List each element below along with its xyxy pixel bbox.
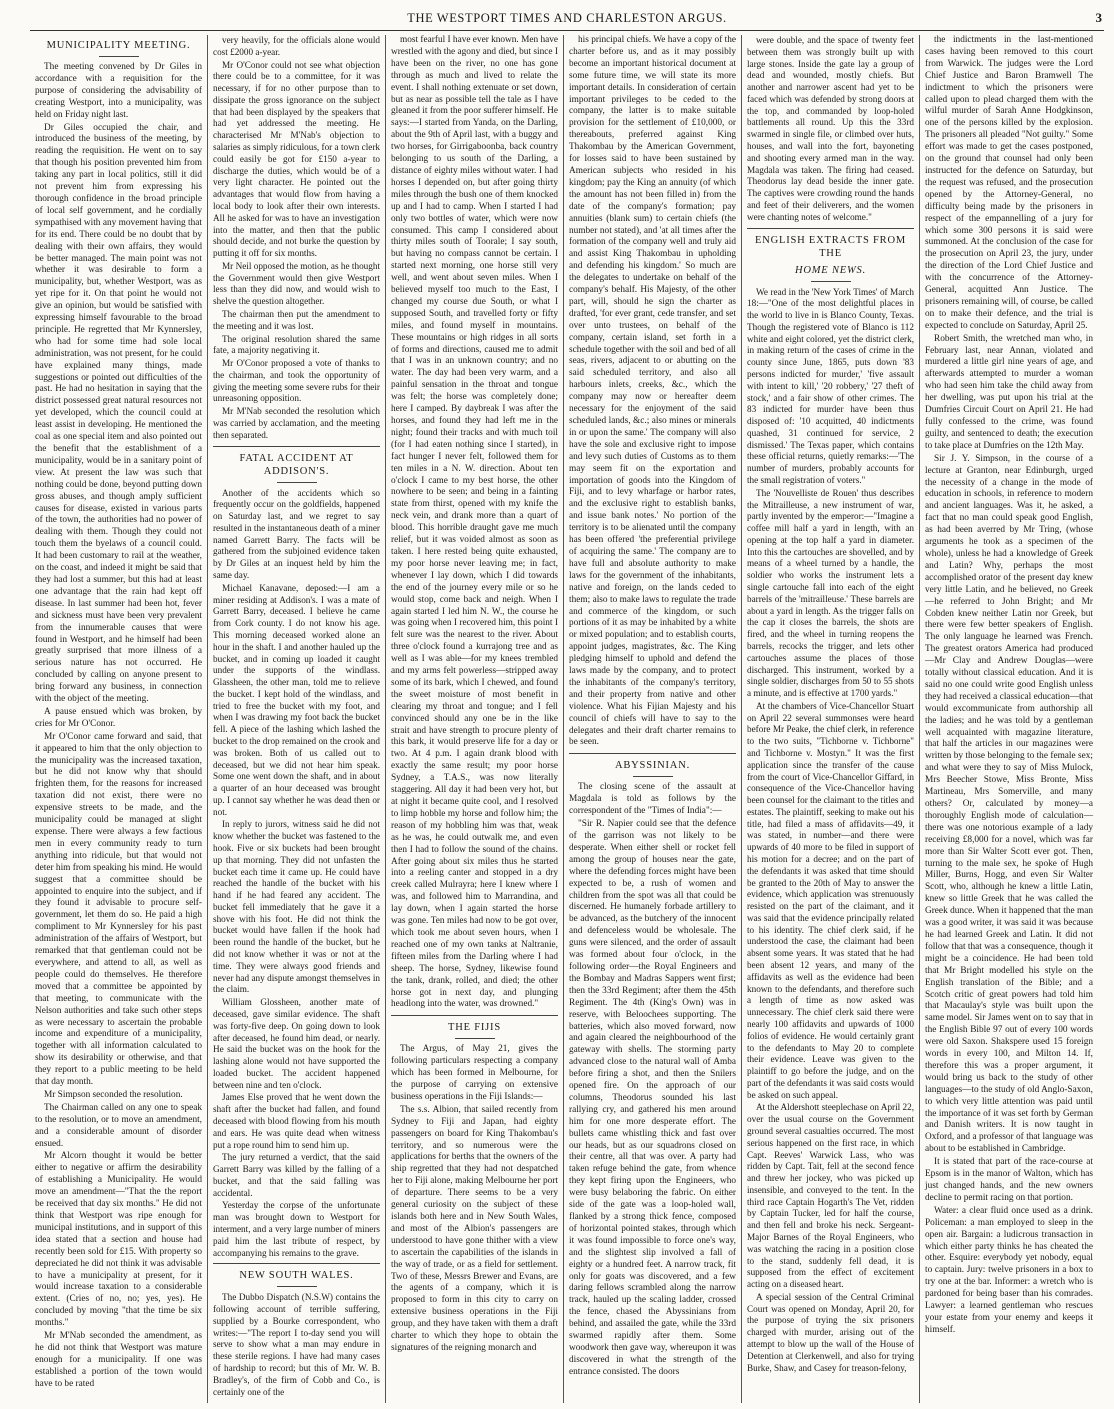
article-paragraph: The 'Nouvelliste de Rouen' thus describes the Mitrailleuse, a new instrument of war, partly invented by the emperor:—"Imagine a coffee mill half a yard in length, with an opening at the top half a yard in diameter. Into this the cartouches are shovelled, and by means of a wheel turned by a handle, the soldier who works the instrument lets a single cartouche fall into each of the eight barrels of the 'mitrailleuse.' These barrels are about a yard in length. As the trigger falls on the cap it closes the barrels, the shots are fired, and the wheel in turning reopens the barrels, recocks the trigger, and lets other cartouches assume the places of those discharged. This instrument, worked by a single soldier, discharges from 50 to 55 shots a minute, and is effective at 1700 yards." — [747, 487, 914, 699]
section-divider — [391, 1015, 558, 1016]
masthead-title: THE WESTPORT TIMES AND CHARLESTON ARGUS. — [407, 11, 727, 25]
section-heading: MUNICIPALITY MEETING. — [46, 40, 191, 51]
article-paragraph: The Chairman called on any one to speak to the resolution, or to move an amendment, and a considerable amount of disorder ensued. — [35, 1102, 202, 1149]
article-paragraph: Mr Simpson seconded the resolution. — [44, 1089, 183, 1100]
article-paragraph: Mr M'Nab seconded the amendment, as he did not think that Westport was mature enough for a municipality. If one was established a portion of the town would have to be rated — [35, 1331, 202, 1389]
section-divider — [213, 1263, 380, 1264]
article-paragraph: his principal chiefs. We have a copy of the charter before us, and as it may possibly become an important historical document at some future time, we will state its more important details. In consideration of certain important privileges to be ceded to the company, the latter is to make suitable provision for the settlement of £10,000, or thereabouts, preferred against King Thakombau by the American Government, for losses said to have been sustained by American subjects who resided in his kingdom; pay the King an annuity (of which the amount has not been filled in) from the date of the company's formation; pay annuities (blank sum) to certain chiefs (the number not stated), and 'at all times after the formation of the company well and truly aid and assist King Thakombau in upholding and defending his kingdom.' So much are the delegates to undertake on behalf of the company's behalf. His Majesty, of the other part, will, should he sign the charter as drafted, 'for ever grant, cede transfer, and set over unto trustees, on behalf of the company, certain island, set forth in a schedule together with the soil and bed of all seas, rivers, adjacent to or abutting on the said scheduled territory, and also all harbours inlets, creeks, &c., which the company may now or hereafter deem necessary for the enjoyment of the said scheduled lands, &c.; also mines or minerals in or upon the same.' The company will also have the sole and exclusive right to impose and levy such duties of Customs as to them may seem fit on the exportation and importation of goods into the Kingdom of Fiji, and to levy wharfage or harbor rates, and the exclusive right to establish banks, and issue bank notes.' No portion of the territory is to be alienated until the company has been offered 'the preferential privilege of acquiring the same.' The company are to have full and absolute authority to make laws for the government of the inhabitants, native and foreign, on the lands ceded to them; also to make laws to regulate the trade and commerce of the kingdom, or such portions of it as may be inhabited by a white or mixed population; and to establish courts, appoint judges, magistrates, &c. The King pledging himself to uphold and defend the laws made by the company, and to protect the inhabitants of the company's territory, and their property from native and other violence. What his Fijian Majesty and his council of chiefs will have to say to the delegates and their draft charter remains to be seen. — [569, 35, 736, 748]
column-1 — [30, 35, 208, 1403]
article-paragraph: At the chambers of Vice-Chancellor Stuart on April 22 several summonses were heard before Mr Peake, the chief clerk, in reference to the two suits, "Tichborne v. Tichborne" and Tichborne v. Mostyn." It was the first application since the transfer of the cause from the court of Vice-Chancellor Giffard, in consequence of the Vice-Chancellor having been counsel for the claimant to the titles and estates. The plaintiff, seeking to make out his title, had filed a mass of affidavits—49, it was stated, in number—and there were upwards of 40 more to be filed in support of his motion for a decree; and on the part of the defendants it was asked that time should be granted to the 20th of May to answer the evidence, which application was strenuously resisted on the part of the claimant, and it was said that the evidence principally related to his identity. The chief clerk said, if he understood the case, the claimant had been absent some years. It was stated that he had been absent 12 years, and many of the affidavits as well as the evidence had been known to the defendants, and therefore such a length of time as now asked was unnecessary. The chief clerk said there were nearly 100 affidavits and upwards of 1000 folios of evidence. He would certainly grant to the defendants to May 20 to complete their evidence. Leave was given to the plaintiff to go before the judge, and on the part of the defendants it was said costs would be asked on such appeal. — [747, 700, 914, 1100]
section-divider — [213, 446, 380, 447]
article-paragraph: The chairman then put the amendment to the meeting and it was lost. — [213, 308, 380, 331]
section-divider — [569, 753, 736, 754]
article-paragraph: Robert Smith, the wretched man who, in February last, near Annan, violated and murdered a little girl nine years of age, and afterwards attempted to murder a woman who had seen him take the child away from her dwelling, was put upon his trial at the Dumfries Circuit Court on April 21. He had fully confessed to the crime, was found guilty, and sentenced to death; the execution to take place at Dumfries on the 12th May. — [925, 333, 1093, 451]
article-paragraph: The closing scene of the assault at Magdala is told as follows by the correspondent of the "Times of India":— — [569, 782, 736, 817]
article-paragraph: A special session of the Central Criminal Court was opened on Monday, April 20, for the purpose of trying the six prisoners charged with murder, arising out of the attempt to blow up the wall of the House of Detention at Clerkenwell, and also for trying Burke, Shaw, and Casey for treason-felony, — [747, 1291, 914, 1373]
section-heading: HOME NEWS. — [795, 264, 866, 276]
article-paragraph: very heavily, for the officials alone would cost £2000 a-year. — [213, 35, 380, 57]
article-paragraph: most fearful I have ever known. Men have wrestled with the agony and died, but since I have been on the river, no one has gone through as much and lived to relate the event. I shall nothing extenuate or set down, but as near as possible tell the tale as I have gleaned it from the poor sufferer himself. He says:—I started from Yanda, on the Darling, about the 9th of April last, with a buggy and two horses, for Girrigaboonba, back country belonging to us south of the Darling, a distance of eighty miles without water. I had horses I depended on, but after going thirty miles through the bush one of them knocked up and I had to camp. When I started I had only two bottles of water, which were now consumed. This camp I considered about thirty miles south of Toorale; I say south, but having no compass cannot be certain. I started next morning, one horse still very well, and went about seven miles. When I believed myself too much to the East, I changed my course due South, or what I supposed South, and travelled forty or fifty miles, and found myself in mountains. These mountains or high ridges in all sorts of forms and directions, caused me to admit that I was in an unknown country; and no water. The day had been very warm, and a painful sensation in the throat and tongue was felt; the horse was completely done; here I camped. By daybreak I was after the horses, and found they had left me in the night; found their tracks and with much toil (for I had eaten nothing since I started), in fact hunger I never felt, followed them for ten miles in a N. W. direction. About ten o'clock I came to my best horse, the other nowhere to be seen; and being in a fainting state from thirst, opened with my knife the neck vein, and drank more than a quart of blood. This horrible draught gave me much relief, but it was voided almost as soon as taken. I here rested being quite exhausted, my poor horse never leaving me; in fact, whenever I lay down, which I did towards the end of the journey every mile or so he would stop, come back and neigh. When I again started I led him N. W., the course he was going when I recovered him, this point I felt sure was the nearest to the river. About three o'clock found a kurrajong tree and as well as I was able—for my knees trembled and my arms felt powerless—stripped away some of its bark, which I chewed, and found the sweet moisture of most benefit in clearing my throat and tongue; and I fell convinced should any one be in the like strait and have strength to procure plenty of this bark, it would preserve life for a day or two. At 4 p.m. I again drank blood with exactly the same result; my poor horse Sydney, a T.A.S., was now literally staggering. All day it had been very hot, but at night it became quite cool, and I resolved to limp hobble my horse and follow him; the reason of my hobbling him was that, weak as he was, he could outwalk me, and even then I had to follow the sound of the chains. After going about six miles thus he started into a reeling canter and stopped in a dry creek called Mulrayra; here I knew where I was, and followed him to Marrandina, and lay down, when I again started the horse was gone. Ten miles had now to be got over, which took me about seven hours, when I reached one of my own tanks at Naltranie, fifteen miles from the Darling where I had sheep. The horse, Sydney, likewise found the tank, drank, rolled, and died; the other horse got in next day, and plunging headlong into the water, was drowned." — [391, 35, 558, 1010]
short-rule — [99, 56, 139, 57]
short-rule — [277, 1286, 317, 1287]
short-rule — [455, 1038, 495, 1039]
article-paragraph: Mr O'Conor proposed a vote of thanks to the chairman, and took the opportunity of giving the meeting some severe rubs for their unreasoning opposition. — [213, 358, 380, 404]
article-paragraph: The meeting convened by Dr Giles in accordance with a requisition for the purpose of considering the advisability of creating Westport, into a municipality, was held on Friday night last. — [35, 62, 202, 120]
short-rule — [811, 281, 851, 282]
column-2 — [208, 35, 386, 1403]
column-3 — [386, 35, 564, 1403]
article-paragraph: Mr M'Nab seconded the resolution which was carried by acclamation, and the meeting then separated. — [213, 406, 380, 440]
article-paragraph: Dr Giles occupied the chair, and introduced the business of the meeting, by reading the requisition. He went on to say that though his position prevented him from taking any part in local politics, still it did not prevent him from expressing his thorough confidence in the broad principle of local self government, and he cordially sympathised with any movement having that for its end. There could be no doubt that by dealing with their own affairs, they would be better managed. The main point was not whether it was desirable to form a municipality, but, whether Westport, was as yet ripe for it. On that point he would not give an opinion, but would be satisfied with expressing himself favourable to the broad principle. He regretted that Mr Kynnersley, who had for some time had sole local administration, was not present, for he could have explained many things, made suggestions or pointed out difficulties of the past. He had no hesitation in saying that the district possessed great natural resources not yet developed, which the council could at least assist in developing. He mentioned the coal as one special item and also pointed out the benefit that the establishment of a municipality, would be in a sanitary point of view. At present the law was such that nothing could be done, beyond putting down gross abuses, and though amply sufficient causes for disease, existed in various parts of the town, the authorities had no power of dealing with them. Though they could not touch them the byelaws of a council could. It had been customary to rail at the weather, on the coast, and indeed it might be said that they had lost a summer, but this had at least one advantage that the rain had kept off disease. In last summer had been hot, fever and sickness must have been very prevalent from the innumerable causes that were found in Westport, and he himself had been greatly surprised that more illness of a serious nature has not occurred. He concluded by calling on anyone present to bring forward any business, in connection with the object of the meeting. — [35, 122, 202, 705]
short-rule — [633, 776, 673, 777]
article-paragraph: William Glossheen, another mate of deceased, gave similar evidence. The shaft was forty-five deep. On going down to look after deceased, he found him dead, or nearly. He said the bucket was on the hook for the lashing alone would not have supported the loaded bucket. The accident happened between nine and ten o'clock. — [213, 997, 380, 1090]
article-paragraph: The Argus, of May 21, gives the following particulars respecting a company which has been formed in Melbourne, for the purpose of carrying on extensive business operations in the Fiji Islands:— — [391, 1044, 558, 1102]
article-paragraph: The original resolution shared the same fate, a majority negativing it. — [213, 333, 380, 356]
article-paragraph: In reply to jurors, witness said he did not know whether the bucket was fastened to the hook. Five or six buckets had been brought up that morning. They did not unfasten the bucket each time it came up. He could have reached the handle of the bucket with his hand if he had feared any accident. The bucket fell immediately that he gave it a shove with his foot. He did not think the bucket would have fallen if the hook had been round the handle of the bucket, but he did not know whether it was or not at the time. They were always good friends and never had any dispute amongst themselves in the claim. — [213, 819, 380, 995]
article-paragraph: We read in the 'New York Times' of March 18:—"One of the most delightful places in the world to live in is Blanco County, Texas. Though the registered vote of Blanco is 112 white and eight colored, yet the district clerk, in making return of the cases of crime in the county since June, 1865, puts down '83 persons indicted for murder,' 'five assault with intent to kill,' '20 robbery,' '27 theft of stock,' and a fair show of other crimes. The 83 indicted for murder have been thus disposed of: '10 acquitted, 40 indictments quashed, 31 continued for service, 2 dismissed.' The Texas paper, which contains these official returns, quietly remarks:—'The number of murders, probably accounts for the small registration of voters." — [747, 286, 914, 485]
article-paragraph: Mr O'Conor could not see what objection there could be to a committee, for it was necessary, if for no other purpose than to dissipate the gross ignorance on the subject that had been displayed by the speakers that had yet addressed the meeting. He characterised Mr M'Nab's objection to salaries as simply ridiculous, for a town clerk could easily be got for £150 a-year to discharge the duties, which would be of a very light character. He pointed out the advantages that would flow from having a local body to look after their own interests. All he asked for was to have an investigation into the matter, and then that the public should decide, and not burke the question by putting it off for six months. — [213, 59, 380, 259]
article-paragraph: Mr O'Conor came forward and said, that it appeared to him that the only objection to the municipality was the increased taxation, but he did not know why that should frighten them, for the reasons for increased taxation did not exist, there were no expensive streets to be made, and the municipality could be managed at slight expense. There were always a few factious men in every community ready to turn anything into ridicule, but that would not deter him from speaking his mind. He would suggest that a committee should be appointed to enquire into the subject, and if they found it advisable to procure self-government, let them do so. He paid a high compliment to Mr Kynnersley for his past administration of the affairs of Westport, but remarked that that gentleman could not be everywhere, and attend to all, as well as people could do themselves. He therefore moved that a committee be appointed by that meeting, to communicate with the Nelson authorities and take such other steps as were necessary to ascertain the probable income and expenditure of a municipality, together with all information calculated to show its desirability or otherwise, and that they report to a public meeting to be held that day month. — [35, 731, 202, 1088]
article-paragraph: Michael Kanavane, deposed:—I am a miner residing at Addison's. I was a mate of Garrett Barry, deceased. I believe he came from Cork county. I do not know his age. This morning deceased worked alone an hour in the shaft. I and another hauled up the bucket, and in coming up loaded it caught under the supports of the windlass. Glassheen, the other man, told me to relieve the bucket. I kept hold of the windlass, and tried to free the bucket with my foot, and when I was drawing my foot back the bucket fell. A piece of the lashing which lashed the bucket to the drop remained on the crook and was broken. Both of us called out to deceased, but we did not hear him speak. Some one went down the shaft, and in about a quarter of an hour deceased was brought up. I cannot say whether he was dead then or not. — [213, 582, 380, 817]
article-paragraph: Yesterday the corpse of the unfortunate man was brought down to Westport for interment, and a very large number of miners paid him the last tribute of respect, by accompanying his remains to the grave. — [213, 1200, 380, 1258]
article-paragraph: Sir J. Y. Simpson, in the course of a lecture at Granton, near Edinburgh, urged the necessity of a change in the mode of education in schools, in reference to modern and ancient languages. Was it, he asked, a fact that no man could speak good English, as had been averred by Mr Tring, (whose arguments he took as a specimen of the whole), unless he had a knowledge of Greek and Latin? Why, perhaps the most accomplished orator of the present day knew very little Latin, and he believed, no Greek—he referred to John Bright; and Mr Cobden knew neither Latin nor Greek, but there were few better speakers of English. The only language he learned was French. The greatest orators America had produced—Mr Clay and Andrew Douglas—were totally without classical education. And it is said no one could write good English unless they had received a classical education—that would excommunicate from authorship all the ladies; and he was told by a gentleman well acquainted with magazine literature, that half the articles in our magazines were written by those belonging to the female sex; and what were they to say of Miss Mulock, Mrs Beecher Stowe, Miss Bronte, Miss Martineau, Mrs Somerville, and many others? Or, calculated by money—a thoroughly English mode of calculation—there was one notorious example of a lady receiving £8,000 for a novel, which was far more than Sir Walter Scott ever got. Then, turning to the male sex, he spoke of Hugh Miller, Burns, Hogg, and even Sir Walter Scott, who, although he knew a little Latin, knew so little Greek that he was called the Greek dunce. When it happened that the man was a good writer, it was said it was because he had learned Greek and Latin. It did not follow that that was a consequence, though it might be a coincidence. He had been told that Mr Bright modelled his style on the English translation of the Bible; and a Scotch critic of great powers had told him that Macaulay's style was built upon the same model. Sir James went on to say that in the English Bible 97 out of every 100 words were old Saxon. Shakspere used 15 foreign words in every 100, and Milton 14. If, therefore this was a proper argument, it would bring us back to the study of other languages—to the study of old Anglo-Saxon, to which very little attention was paid until the importance of it was set forth by German and Danish writers. It is now taught in Oxford, and a professor of that language was about to be established in Cambridge. — [925, 453, 1093, 1155]
article-paragraph: Water: a clear fluid once used as a drink. Policeman: a man employed to sleep in the open air. Bargain: a ludicrous transaction in which either party thinks he has cheated the other. Esquire: everybody yet nobody, equal to captain. Jury: twelve prisoners in a box to try one at the bar. Informer: a wretch who is pardoned for being baser than his comrades. Lawyer: a learned gentleman who rescues your estate from your enemy and keeps it himself. — [925, 1205, 1093, 1335]
article-paragraph: "Sir R. Napier could see that the defence of the garrison was not likely to be desperate. When either shell or rocket fell among the group of houses near the gate, where the defending forces might have been expected to be, a rush of women and children from the spot was all that could be discerned. He humanely forbade artillery to be advanced, as the butchery of the innocent and defenceless would be wholesale. The guns were silenced, and the order of assault was formed about four o'clock, in the following order—the Royal Engineers and the Bombay and Madras Sappers went first; then the 33rd Regiment; after them the 45th Regiment. The 4th (King's Own) was in reserve, with Beloochees supporting. The batteries, which also moved forward, now and again cleared the neighbourhood of the gateway with shells. The storming party advanced close to the natural wall of Amba before firing a shot, and then the Snilers opened fire. On the approach of our columns, Theodorus sounded his last rallying cry, and gathered his men around him for one more desperate effort. The bullets came whistling thick and fast over our heads, but as our squadrons closed on their centre, all that was over. A party had taken refuge behind the gate, from whence they kept firing upon the Engineers, who were busy belaboring the fabric. On either side of the gate was a loop-holed wall, flanked by a strong thick fence, composed of horizontal pointed stakes, through which it was found impossible to force one's way, and the slightest slip involved a fall of eighty or a hundred feet. A narrow track, fit only for goats was discovered, and a few daring fellows scrambled along the narrow track, hauled up the scaling ladder, crossed the fence, chased the Abyssinians from behind, and assailed the gate, while the 33rd swarmed rapidly after them. Some woodwork then gave way, whereupon it was discovered in what the strength of the entrance consisted. The doors — [569, 819, 736, 1377]
section-divider — [747, 228, 914, 229]
page-number: 3 — [1095, 10, 1102, 25]
article-paragraph: The s.s. Albion, that sailed recently from Sydney to Fiji and Japan, had eighty passengers on board for King Thakombau's territory, and so numerous were the applications for berths that the owners of the ship regretted that they had not despatched her to Fiji alone, making Melbourne her port of departure. There seems to be a very general curiosity on the subject of these islands both here and in New South Wales, and most of the Albion's passengers are understood to have gone thither with a view to ascertain the capabilities of the islands in the way of trade, or as a field for settlement. Two of these, Messrs Brewer and Evans, are the agents of a company, which it is proposed to form in this city to carry on extensive business operations in the Fiji group, and they have taken with them a draft charter to which they hope to obtain the signatures of the reigning monarch and — [391, 1104, 558, 1353]
article-paragraph: James Else proved that he went down the shaft after the bucket had fallen, and found deceased with blood flowing from his mouth and ears. He was quite dead when witness put a rope round him to send him up. — [213, 1092, 380, 1150]
section-heading: NEW SOUTH WALES. — [239, 1270, 354, 1282]
masthead — [30, 8, 1104, 31]
article-paragraph: were double, and the space of twenty feet between them was strongly built up with large stones. Inside the gate lay a group of dead and wounded, mostly chiefs. But another and narrower ascent had yet to be faced which was defended by strong doors at the top, and commanded by loop-holed battlements all round. Up this the 33rd swarmed in single file, or climbed over huts, houses, and wall into the fort, bayoneting and shooting every armed man in the way. Magdala was taken. The firing had ceased. Theodorus lay dead beside the inner gate. The captives were crowding round the hands and feet of their deliverers, and the women were chanting notes of welcome." — [747, 35, 914, 222]
section-heading: ABYSSINIAN. — [614, 760, 690, 772]
article-paragraph: A pause ensued which was broken, by cries for Mr O'Conor. — [35, 706, 202, 729]
article-paragraph: Mr Alcorn thought it would be better either to negative or affirm the desirability of establishing a Municipality. He would move an amendment—"That the the report be received that day six months." He did not think that Westport was ripe enough for municipal institutions, and in support of this idea stated that a section and house had recently been sold for £15. With property so depreciated he did not think it was advisable to have a municipality at present, for it would increase taxation to a considerable extent. (Cries of no, no; yes, yes). He concluded by moving "that the time be six months." — [35, 1151, 202, 1329]
article-paragraph: At the Aldershott steeplechase on April 22, over the usual course on the Government ground several casualties occurred. The most serious happened on the first race, in which Capt. Reeves' Warwick Lass, who was ridden by Capt. Tait, fell at the second fence and threw her jockey, who was picked up insensible, and conveyed to the tent. In the third race Captain Hogarth's The Vet, ridden by Captain Tucker, led for half the course, and then fell and broke his neck. Sergeant-Major Barnes of the Royal Engineers, who was watching the racing in a position close to the stand, suddenly fell dead, it is supposed from the effect of excitement acting on a diseased heart. — [747, 1102, 914, 1290]
section-heading: ENGLISH EXTRACTS FROM THE — [755, 234, 906, 259]
article-paragraph: It is stated that part of the race-course at Epsom is in the manor of Walton, which has just changed hands, and the new owners decline to permit racing on that portion. — [925, 1157, 1093, 1203]
short-rule — [277, 482, 317, 483]
article-paragraph: The Dubbo Dispatch (N.S.W) contains the following account of terrible suffering, supplied by a Bourke correspondent, who writes:—"The report I to-day send you will serve to show what a man may endure in these sterile regions. I have had many cases of hardship to record; but this of Mr. W. B. Bradley's, of the firm of Cobb and Co., is certainly one of the — [213, 1292, 380, 1397]
section-heading: THE FIJIS — [448, 1022, 501, 1034]
section-heading: FATAL ACCIDENT AT ADDISON'S. — [239, 452, 354, 477]
column-4 — [564, 35, 742, 1403]
article-columns — [30, 35, 1104, 1405]
column-5 — [742, 35, 920, 1403]
article-paragraph: the indictments in the last-mentioned cases having been removed to this court from Warwick. The judges were the Lord Chief Justice and Baron Bramwell The indictment to which the prisoners were called upon to plead charged them with the wilful murder of Sarah Anne Hodgkinson, one of the persons killed by the explosion. The prisoners all pleaded "Not guilty." Some effort was made to get the cases postponed, on the ground that counsel had only been instructed for the defence on Saturday, but the request was refused, and the prosecution opened by the Attorney-General, no difficulty being made by the prisoners in respect of the empannelling of a jury for which some 300 persons it is said were summoned. At the conclusion of the case for the prosecution on April 23, the jury, under the direction of the Lord Chief Justice and with the concurrence of the Attorney-General, acquitted Ann Justice. The prisoners remaining will, of course, be called on to make their defence, and the trial is expected to conclude on Saturday, April 25. — [925, 35, 1093, 331]
article-paragraph: The jury returned a verdict, that the said Garrett Barry was killed by the falling of a bucket, and that the said falling was accidental. — [213, 1152, 380, 1198]
article-paragraph: Another of the accidents which so frequently occur on the goldfields, happened on Saturday last, and we regret to say resulted in the instantaneous death of a miner named Garrett Barry. The facts will be gathered from the subjoined evidence taken by Dr Giles at an inquest held by him the same day. — [213, 487, 380, 581]
column-6 — [920, 35, 1098, 1403]
article-paragraph: Mr Neil opposed the motion, as he thought the Government would then give Westport less than they did now, and would wish to shelve the question altogether. — [213, 260, 380, 307]
